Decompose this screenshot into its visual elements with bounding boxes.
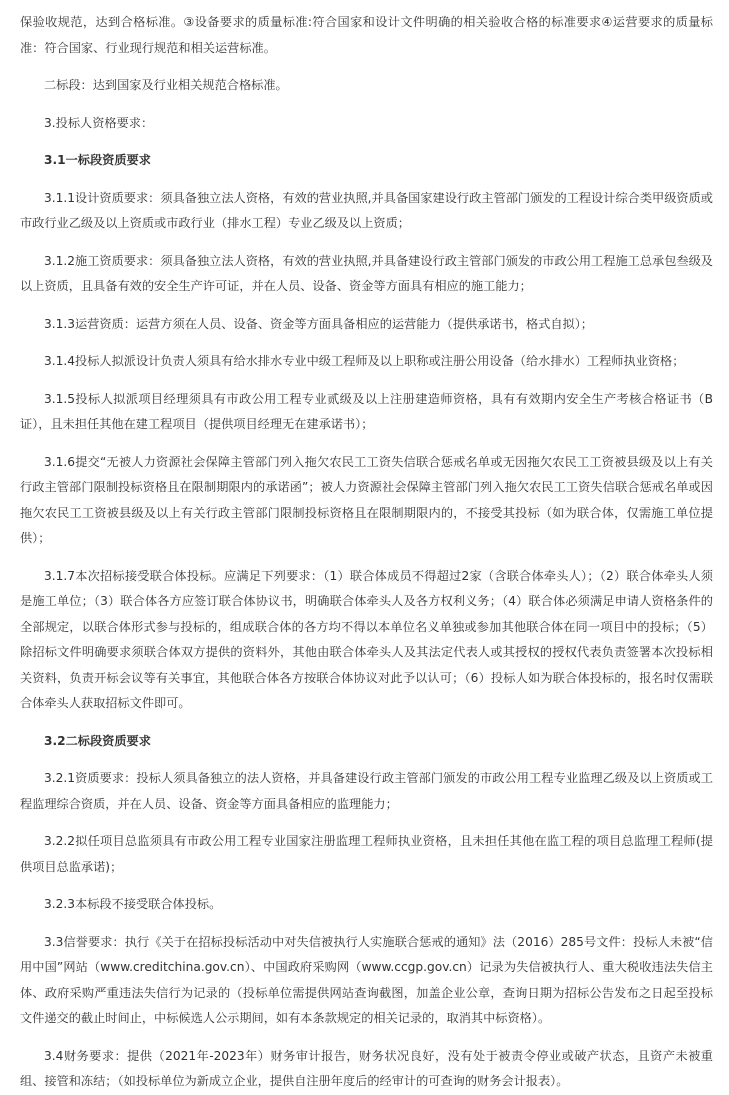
clause-3-1-3: 3.1.3运营资质：运营方须在人员、设备、资金等方面具备相应的运营能力（提供承诺书，格式自拟）； bbox=[44, 316, 593, 331]
clause-3-1-7: 3.1.7本次招标接受联合体投标。应满足下列要求：（1）联合体成员不得超过2家（含联合体牵头人）；（2）联合体牵头人须是施工单位；（3）联合体各方应签订联合体协议书，明确联合体牵头人及各方权利义务；（4）联合体必须满足申请人资格条件的全部规定，以联合体形式参与投标的，组成联合体的各方均不得以本单位名义单独或参加其他联合体在同一项目中的投标；（5）除招标文件明确要求须联合体双方提供的资料外，其他由联合体牵头人及其法定代表人或其授权的授权代表负责签署本次投标相关资料，负责开标会议等有关事宜，其他联合体各方按联合体协议对此予以认可；（6）投标人如为联合体投标的，报名时仅需联合体牵头人获取招标文件即可。 bbox=[20, 568, 713, 710]
second-section-standard: 二标段：达到国家及行业相关规范合格标准。 bbox=[44, 78, 288, 92]
intro-paragraph: 保验收规范，达到合格标准。③设备要求的质量标准:符合国家和设计文件明确的相关验收合格的标准要求④运营要求的质量标准：符合国家、行业现行规范和相关运营标准。 bbox=[20, 15, 713, 55]
clause-3-1-6: 3.1.6提交“无被人力资源社会保障主管部门列入拖欠农民工工资失信联合惩戒名单或无因拖欠农民工工资被县级及以上有关行政主管部门限制投标资格且在限制期限内的承诺函”；被人力资源社会保障主管部门列入拖欠农民工工资失信联合惩戒名单或因拖欠农民工工资被县级及以上有关行政主管部门限制投标资格且在限制期限内的，不接受其投标（如为联合体，仅需施工单位提供）； bbox=[20, 454, 713, 545]
section-3-1-heading: 3.1一标段资质要求 bbox=[44, 153, 151, 167]
clause-3-1-4: 3.1.4投标人拟派设计负责人须具有给水排水专业中级工程师及以上职称或注册公用设备（给水排水）工程师执业资格； bbox=[44, 354, 685, 368]
clause-3-1-1: 3.1.1设计资质要求：须具备独立法人资格，有效的营业执照,并具备国家建设行政主管部门颁发的工程设计综合类甲级资质或市政行业乙级及以上资质或市政行业（排水工程）专业乙级及以上资质； bbox=[20, 190, 713, 230]
clause-3-2-1: 3.2.1资质要求：投标人须具备独立的法人资格，并具备建设行政主管部门颁发的市政公用工程专业监理乙级及以上资质或工程监理综合资质，并在人员、设备、资金等方面具备相应的监理能力； bbox=[20, 771, 713, 811]
clause-3-4: 3.4财务要求：提供（2021年-2023年）财务审计报告，财务状况良好，没有处于被责令停业或破产状态，且资产未被重组、接管和冻结；（如投标单位为新成立企业，提供自注册年度后的经审计的可查询的财务会计报表）。 bbox=[20, 1048, 713, 1088]
clause-3-2-2: 3.2.2拟任项目总监须具有市政公用工程专业国家注册监理工程师执业资格，且未担任其他在监工程的项目总监理工程师(提供项目总监承诺)； bbox=[20, 834, 713, 874]
clause-3-3: 3.3信誉要求：执行《关于在招标投标活动中对失信被执行人实施联合惩戒的通知》法（2016）285号文件：投标人未被“信用中国”网站（www.creditchina.gov.cn）、中国政府采购网（www.ccgp.gov.cn）记录为失信被执行人、重大税收违法失信主体、政府采购严重违法失信行为记录的（投标单位需提供网站查询截图，加盖企业公章，查询日期为招标公告发布之日起至投标文件递交的截止时间止，中标候选人公示期间，如有本条款规定的相关记录的，取消其中标资格）。 bbox=[20, 934, 713, 1025]
bidder-qualification-heading: 3.投标人资格要求： bbox=[44, 115, 154, 130]
clause-3-1-2: 3.1.2施工资质要求：须具备独立法人资格，有效的营业执照,并具备建设行政主管部门颁发的市政公用工程施工总承包叁级及以上资质，且具备有效的安全生产许可证，并在人员、设备、资金等方面具有相应的施工能力； bbox=[20, 253, 713, 293]
section-3-2-heading: 3.2二标段资质要求 bbox=[44, 733, 151, 748]
clause-3-2-3: 3.2.3本标段不接受联合体投标。 bbox=[44, 897, 222, 911]
clause-3-1-5: 3.1.5投标人拟派项目经理须具有市政公用工程专业贰级及以上注册建造师资格，具有有效期内安全生产考核合格证书（B证），且未担任其他在建工程项目（提供项目经理无在建承诺书）； bbox=[20, 391, 713, 431]
